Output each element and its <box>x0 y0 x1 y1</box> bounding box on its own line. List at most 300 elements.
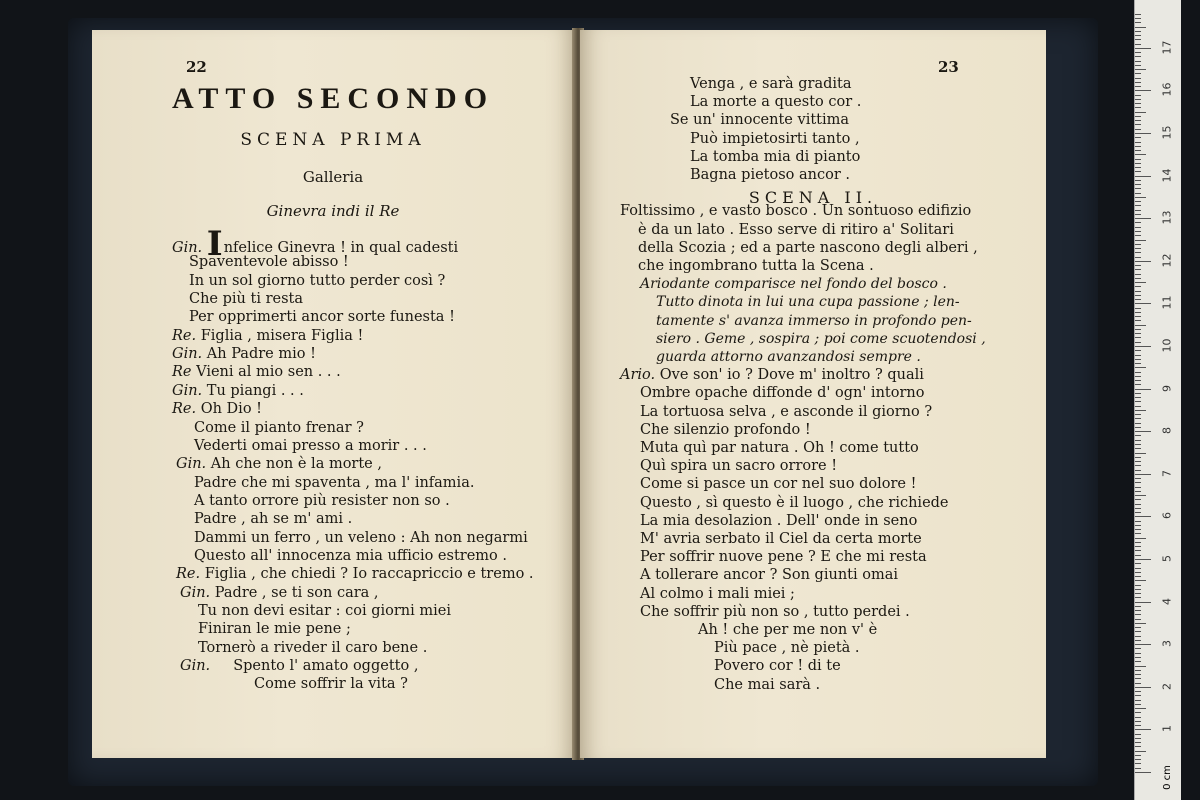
ruler-tick <box>1135 159 1141 160</box>
ruler-tick <box>1135 69 1146 70</box>
ruler-tick <box>1135 585 1141 586</box>
ruler-tick <box>1135 717 1141 718</box>
ruler-tick <box>1135 414 1141 415</box>
ruler-tick <box>1135 589 1141 590</box>
verse-line: La morte a questo cor . <box>690 94 862 111</box>
ruler-tick <box>1135 521 1141 522</box>
ruler-number: 4 <box>1160 597 1174 605</box>
ruler-unit-label: 0 cm <box>1161 765 1173 790</box>
ruler-tick <box>1135 27 1146 28</box>
line-text: Padre , se ti son cara , <box>214 584 379 601</box>
ruler-tick <box>1135 401 1141 402</box>
line-text: Padre , ah se m' ami . <box>194 511 353 528</box>
speaker-label: Gin. <box>172 346 203 363</box>
ruler-tick <box>1135 674 1141 675</box>
ruler-tick <box>1135 457 1141 458</box>
ruler-tick <box>1135 244 1141 245</box>
ruler-tick <box>1135 18 1141 19</box>
ruler-tick <box>1135 538 1146 539</box>
ruler-number: 14 <box>1160 168 1174 183</box>
ruler-tick <box>1135 563 1141 564</box>
ruler-tick <box>1135 661 1141 662</box>
ruler-tick <box>1135 188 1141 189</box>
left-line <box>198 620 351 638</box>
ruler-tick <box>1135 670 1141 671</box>
speech-line <box>640 457 837 475</box>
ruler-tick <box>1135 154 1146 155</box>
ruler-tick <box>1135 768 1141 769</box>
setting-label: Galleria <box>302 168 364 186</box>
ruler-tick <box>1135 440 1141 441</box>
line-text: Al colmo i mali miei ; <box>640 585 795 602</box>
ruler-tick <box>1135 700 1141 701</box>
speech-line <box>640 548 927 566</box>
speech-line <box>620 366 924 384</box>
speech-line <box>640 475 916 493</box>
ruler-tick <box>1135 751 1146 752</box>
line-text: Muta quì par natura . Oh ! come tutto <box>640 440 919 456</box>
ruler-tick <box>1135 478 1141 479</box>
ruler-tick <box>1135 516 1151 517</box>
speaker-label: Gin. <box>180 658 211 675</box>
ruler-tick <box>1135 193 1141 194</box>
verse-line: Venga , e sarà gradita <box>690 76 852 92</box>
ruler-tick <box>1135 704 1141 705</box>
line-text: Ove son' io ? Dove m' inoltro ? quali <box>659 367 924 384</box>
left-line <box>194 474 474 492</box>
stage-direction-line: che ingombrano tutta la Scena . <box>638 258 874 274</box>
ruler-tick <box>1135 568 1141 569</box>
ruler-tick <box>1135 465 1141 466</box>
ruler-tick <box>1135 103 1141 104</box>
verse-line: Se un' innocente vittima <box>670 112 850 129</box>
left-line <box>194 437 427 455</box>
left-line <box>198 602 451 620</box>
ruler-tick <box>1135 171 1141 172</box>
ruler-tick <box>1135 725 1141 726</box>
speaker-label: Re. <box>172 327 197 344</box>
ruler-tick <box>1135 657 1141 658</box>
left-page <box>92 30 574 758</box>
verse-line: Povero cor ! di te <box>714 658 841 675</box>
ruler-tick <box>1135 31 1141 32</box>
ruler-tick <box>1135 176 1151 177</box>
line-text: Tu piangi . . . <box>206 382 304 399</box>
speaker-label: Re <box>172 364 192 381</box>
ruler-number: 16 <box>1160 82 1174 97</box>
ruler-tick <box>1135 222 1141 223</box>
ruler-tick <box>1135 367 1146 368</box>
right-page <box>580 30 1046 758</box>
ruler-tick <box>1135 683 1141 684</box>
ruler-tick <box>1135 461 1141 462</box>
speaker-label: Re. <box>172 401 197 418</box>
ruler-tick <box>1135 499 1141 500</box>
page-number-left: 22 <box>186 58 207 76</box>
ruler-tick <box>1135 533 1141 534</box>
ruler-tick <box>1135 142 1141 143</box>
speaker-label: Gin. <box>172 240 203 256</box>
characters-label: Ginevra indi il Re <box>266 202 400 220</box>
line-text: Per opprimerti ancor sorte funesta ! <box>189 309 455 326</box>
ruler-tick <box>1135 606 1141 607</box>
ruler-tick <box>1135 631 1141 632</box>
ruler-tick <box>1135 291 1141 292</box>
ruler-tick <box>1135 418 1141 419</box>
ruler-number: 10 <box>1160 338 1174 353</box>
ruler-tick <box>1135 56 1141 57</box>
ruler-tick <box>1135 597 1141 598</box>
speech-line <box>640 421 811 439</box>
ruler-tick <box>1135 525 1141 526</box>
scene-heading-2: SCENA II. <box>748 188 878 207</box>
ruler-number: 2 <box>1160 682 1174 690</box>
drop-cap: I <box>206 224 223 264</box>
ruler-number: 5 <box>1160 555 1174 562</box>
ruler-tick <box>1135 197 1146 198</box>
ruler-tick <box>1135 619 1141 620</box>
ruler-tick <box>1135 201 1141 202</box>
left-line <box>172 327 363 345</box>
line-text: Vederti omai presso a morir . . . <box>194 437 427 454</box>
line-text: Figlia , che chiedi ? Io raccapriccio e tremo . <box>204 566 534 583</box>
ruler-tick <box>1135 252 1141 253</box>
ruler-tick <box>1135 90 1151 91</box>
speech-line <box>640 585 795 603</box>
ruler-tick <box>1135 329 1141 330</box>
ruler-tick <box>1135 734 1141 735</box>
ruler-tick <box>1135 274 1141 275</box>
ruler-tick <box>1135 487 1141 488</box>
ruler-number: 3 <box>1160 640 1174 648</box>
ruler-tick <box>1135 146 1141 147</box>
left-line <box>189 290 303 308</box>
left-line <box>194 492 450 510</box>
speaker-label: Gin. <box>172 382 203 399</box>
ruler-tick <box>1135 163 1141 164</box>
speech-line <box>640 494 949 512</box>
stage-direction-italic-line: Ariodante comparisce nel fondo del bosco . <box>640 276 947 293</box>
ruler-tick <box>1135 729 1151 730</box>
ruler-tick <box>1135 755 1141 756</box>
ruler-number: 11 <box>1160 295 1174 310</box>
ruler-tick <box>1135 695 1141 696</box>
ruler-tick <box>1135 282 1146 283</box>
ruler-tick <box>1135 214 1141 215</box>
ruler-number: 12 <box>1160 253 1174 268</box>
ruler-tick <box>1135 593 1141 594</box>
ruler-number: 17 <box>1160 40 1174 55</box>
line-text: Questo all' innocenza mia ufficio estremo . <box>194 547 507 564</box>
ruler-tick <box>1135 116 1141 117</box>
ruler-tick <box>1135 231 1141 232</box>
line-text: Per soffrir nuove pene ? E che mi resta <box>640 549 927 566</box>
ruler-tick <box>1135 120 1141 121</box>
measurement-ruler <box>1134 0 1181 800</box>
ruler-tick <box>1135 180 1141 181</box>
ruler-tick <box>1135 470 1141 471</box>
ruler-tick <box>1135 636 1141 637</box>
ruler-tick <box>1135 721 1141 722</box>
verse-line: Più pace , nè pietà . <box>714 640 860 657</box>
ruler-tick <box>1135 316 1141 317</box>
ruler-tick <box>1135 350 1141 351</box>
verse-line: Può impietosirti tanto , <box>690 130 860 147</box>
line-text: Spaventevole abisso ! <box>189 254 349 271</box>
line-text: Dammi un ferro , un veleno : Ah non negarmi <box>194 529 528 546</box>
ruler-tick <box>1135 542 1141 543</box>
left-line <box>189 308 455 326</box>
ruler-tick <box>1135 22 1141 23</box>
left-line <box>176 455 382 473</box>
ruler-tick <box>1135 210 1141 211</box>
ruler-tick <box>1135 86 1141 87</box>
ruler-tick <box>1135 303 1151 304</box>
ruler-tick <box>1135 614 1141 615</box>
ruler-tick <box>1135 363 1141 364</box>
stage-direction-line: Foltissimo , e vasto bosco . Un sontuoso edifizio <box>620 203 972 220</box>
ruler-tick <box>1135 95 1141 96</box>
ruler-tick <box>1135 286 1141 287</box>
ruler-tick <box>1135 410 1146 411</box>
ruler-tick <box>1135 448 1141 449</box>
stage-direction-italic-line: guarda attorno avanzandosi sempre . <box>656 349 921 365</box>
left-line <box>172 382 304 400</box>
ruler-tick <box>1135 73 1141 74</box>
speaker-label: Ario. <box>620 367 656 384</box>
ruler-tick <box>1135 248 1141 249</box>
line-text: A tollerare ancor ? Son giunti omai <box>640 567 898 584</box>
speech-line <box>640 403 932 421</box>
left-line <box>189 272 445 290</box>
ruler-tick <box>1135 325 1146 326</box>
left-line <box>194 419 364 437</box>
line-text: Quì spira un sacro orrore ! <box>640 458 838 475</box>
speaker-label: Gin. <box>180 584 211 601</box>
ruler-tick <box>1135 355 1141 356</box>
ruler-tick <box>1135 508 1141 509</box>
line-text: Come soffrir la vita ? <box>254 676 408 693</box>
speech-line <box>640 566 898 584</box>
stage-direction-line: è da un lato . Esso serve di ritiro a' Solitari <box>638 221 954 238</box>
line-text: Che soffrir più non so , tutto perdei . <box>640 603 910 620</box>
ruler-tick <box>1135 393 1141 394</box>
left-line <box>172 400 262 418</box>
line-text: Ah Padre mio ! <box>206 346 316 363</box>
line-text: Padre che mi spaventa , ma l' infamia. <box>194 474 475 491</box>
left-line <box>194 547 507 565</box>
ruler-tick <box>1135 52 1141 53</box>
left-line <box>189 253 349 271</box>
line-text: La mia desolazion . Dell' onde in seno <box>640 512 918 529</box>
ruler-tick <box>1135 435 1141 436</box>
left-line <box>254 675 408 693</box>
ruler-tick <box>1135 48 1151 49</box>
ruler-number: 9 <box>1160 384 1174 392</box>
stage-direction-italic-line: Tutto dinota in lui una cupa passione ; len- <box>656 294 960 311</box>
ruler-tick <box>1135 648 1141 649</box>
ruler-number: 6 <box>1160 512 1174 520</box>
line-text: Che più ti resta <box>189 291 303 308</box>
ruler-tick <box>1135 308 1141 309</box>
ruler-number: 7 <box>1160 469 1174 477</box>
ruler-tick <box>1135 82 1141 83</box>
ruler-tick <box>1135 397 1141 398</box>
speech-line <box>640 439 919 457</box>
left-line <box>194 529 528 547</box>
line-text: Tu non devi esitar : coi giorni miei <box>198 603 451 619</box>
ruler-tick <box>1135 261 1151 262</box>
ruler-tick <box>1135 610 1141 611</box>
ruler-tick <box>1135 691 1141 692</box>
ruler-tick <box>1135 133 1151 134</box>
speech-line <box>640 603 910 621</box>
ruler-tick <box>1135 167 1141 168</box>
ruler-tick <box>1135 380 1141 381</box>
ruler-tick <box>1135 205 1141 206</box>
ruler-tick <box>1135 712 1141 713</box>
left-line <box>198 639 427 657</box>
ruler-tick <box>1135 708 1146 709</box>
ruler-tick <box>1135 295 1141 296</box>
ruler-tick <box>1135 627 1141 628</box>
left-line <box>180 657 418 675</box>
ruler-tick <box>1135 555 1141 556</box>
line-text: M' avria serbato il Ciel da certa morte <box>640 531 922 547</box>
ruler-tick <box>1135 623 1146 624</box>
ruler-tick <box>1135 44 1141 45</box>
ruler-tick <box>1135 580 1146 581</box>
ruler-tick <box>1135 529 1141 530</box>
ruler-tick <box>1135 384 1141 385</box>
ruler-tick <box>1135 423 1141 424</box>
ruler-tick <box>1135 666 1146 667</box>
ruler-tick <box>1135 738 1141 739</box>
line-text: Spento l' amato oggetto , <box>233 658 419 675</box>
ruler-tick <box>1135 559 1151 560</box>
stage-direction-line: della Scozia ; ed a parte nascono degli alberi , <box>638 239 978 256</box>
line-text: nfelice Ginevra ! in qual cadesti <box>223 240 459 256</box>
ruler-tick <box>1135 576 1141 577</box>
speech-line <box>640 530 922 548</box>
ruler-tick <box>1135 546 1141 547</box>
ruler-tick <box>1135 235 1141 236</box>
ruler-tick <box>1135 240 1146 241</box>
stage-direction-italic-line: tamente s' avanza immerso in profondo pen- <box>656 312 972 329</box>
ruler-tick <box>1135 342 1141 343</box>
left-line <box>176 565 534 583</box>
ruler-tick <box>1135 150 1141 151</box>
ruler-tick <box>1135 129 1141 130</box>
ruler-tick <box>1135 376 1141 377</box>
ruler-tick <box>1135 491 1141 492</box>
line-text: A tanto orrore più resister non so . <box>194 492 450 509</box>
ruler-tick <box>1135 333 1141 334</box>
ruler-tick <box>1135 431 1151 432</box>
ruler-number: 8 <box>1160 427 1174 435</box>
ruler-tick <box>1135 61 1141 62</box>
ruler-tick <box>1135 742 1141 743</box>
ruler-tick <box>1135 35 1141 36</box>
stage-direction-italic-line: siero . Geme , sospira ; poi come scuotendosi , <box>656 330 986 347</box>
line-text: Che silenzio profondo ! <box>640 421 811 438</box>
ruler-tick <box>1135 482 1141 483</box>
ruler-tick <box>1135 14 1141 15</box>
ruler-tick <box>1135 257 1141 258</box>
ruler-tick <box>1135 678 1141 679</box>
act-title: ATTO SECONDO <box>171 82 495 115</box>
line-text: La tortuosa selva , e asconde il giorno ? <box>640 403 933 420</box>
line-text: Come si pasce un cor nel suo dolore ! <box>640 476 917 493</box>
ruler-tick <box>1135 78 1141 79</box>
ruler-tick <box>1135 640 1141 641</box>
scene-heading: SCENA PRIMA <box>240 130 426 150</box>
verse-line: Che mai sarà . <box>714 676 821 693</box>
page-number-right: 23 <box>938 58 959 76</box>
ruler-tick <box>1135 644 1151 645</box>
ruler-tick <box>1135 359 1141 360</box>
ruler-tick <box>1135 504 1141 505</box>
line-text: Finiran le mie pene ; <box>198 621 351 638</box>
ruler-tick <box>1135 572 1141 573</box>
left-line <box>172 345 316 363</box>
line-text: Questo , sì questo è il luogo , che richiede <box>640 494 949 511</box>
ruler-tick <box>1135 218 1151 219</box>
verse-line: Ah ! che per me non v' è <box>698 622 878 638</box>
speech-line <box>640 512 917 530</box>
left-line <box>172 363 341 381</box>
ruler-tick <box>1135 39 1141 40</box>
ruler-tick <box>1135 112 1146 113</box>
line-text: Oh Dio ! <box>200 401 262 418</box>
line-text: Vieni al mio sen . . . <box>196 364 341 381</box>
line-text: Ah che non è la morte , <box>210 456 382 473</box>
ruler-tick <box>1135 495 1146 496</box>
ruler-tick <box>1135 99 1141 100</box>
ruler-tick <box>1135 763 1141 764</box>
ruler-tick <box>1135 312 1141 313</box>
ruler-tick <box>1135 653 1141 654</box>
ruler-tick <box>1135 299 1141 300</box>
ruler-number: 1 <box>1160 725 1174 733</box>
verse-line: La tomba mia di pianto <box>690 148 861 165</box>
ruler-tick <box>1135 512 1141 513</box>
ruler-tick <box>1135 746 1141 747</box>
line-text: Figlia , misera Figlia ! <box>200 327 364 344</box>
ruler-tick <box>1135 278 1141 279</box>
left-line <box>194 510 352 528</box>
ruler-tick <box>1135 444 1141 445</box>
ruler-tick <box>1135 65 1141 66</box>
ruler-tick <box>1135 184 1141 185</box>
ruler-tick <box>1135 687 1151 688</box>
ruler-tick <box>1135 227 1141 228</box>
ruler-tick <box>1135 474 1151 475</box>
line-text: Ombre opache diffonde d' ogn' intorno <box>640 385 925 402</box>
ruler-tick <box>1135 772 1151 773</box>
ruler-tick <box>1135 320 1141 321</box>
verse-line: Bagna pietoso ancor . <box>690 167 850 183</box>
line-text: In un sol giorno tutto perder così ? <box>189 272 446 289</box>
ruler-number: 15 <box>1160 125 1174 140</box>
ruler-tick <box>1135 346 1151 347</box>
left-line <box>180 584 379 602</box>
line-text: Come il pianto frenar ? <box>194 419 364 436</box>
line-text: Tornerò a riveder il caro bene . <box>198 639 428 656</box>
ruler-tick <box>1135 372 1141 373</box>
ruler-tick <box>1135 759 1141 760</box>
ruler-tick <box>1135 550 1141 551</box>
